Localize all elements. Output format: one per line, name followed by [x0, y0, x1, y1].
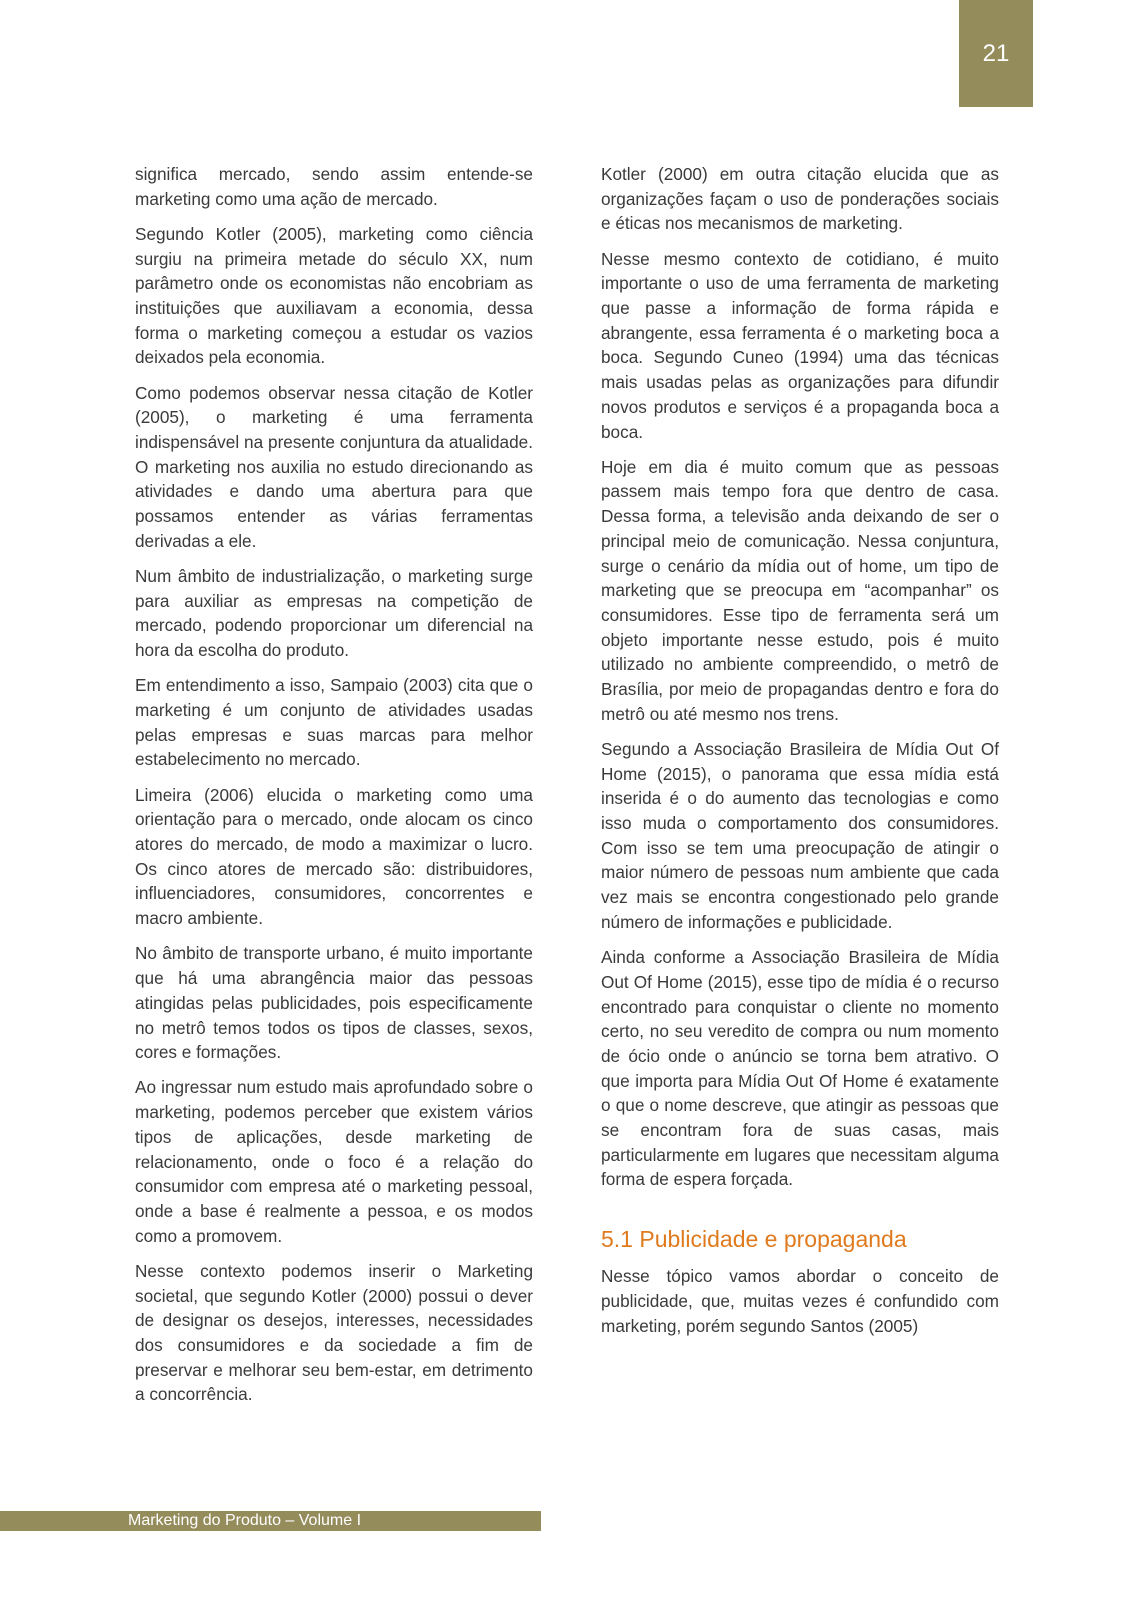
paragraph: Kotler (2000) em outra citação elucida que as organizações façam o uso de ponderações sociais e éticas nos mecanismos de marketing. [601, 164, 999, 234]
right-column [601, 162, 999, 1349]
paragraph: No âmbito de transporte urbano, é muito importante que há uma abrangência maior das pessoas atingidas pelas publicidades, pois especificamente no metrô temos todos os tipos de classes, sexos, cores e formações. [135, 943, 533, 1063]
paragraph: Nesse contexto podemos inserir o Marketing societal, que segundo Kotler (2000) possui o dever de designar os desejos, interesses, necessidades dos consumidores e da sociedade a fim de preservar e melhorar seu bem-estar, em detrimento a concorrência. [135, 1260, 533, 1405]
footer-title: Marketing do Produto – Volume I [0, 1511, 541, 1531]
paragraph: Segundo Kotler (2005), marketing como ciência surgiu na primeira metade do século XX, num parâmetro onde os economistas não encobriam as instituições que auxiliavam a economia, dessa forma o marketing começou a estudar os vazios deixados pela economia. [135, 223, 533, 368]
paragraph: Segundo a Associação Brasileira de Mídia Out Of Home (2015), o panorama que essa mídia está inserida é o do aumento das tecnologias e como isso muda o comportamento dos consumidores. Com isso se tem uma preocupação de atingir o maior número de pessoas num ambiente que cada vez mais se encontra congestionado pelo grande número de informações e publicidade. [601, 738, 999, 932]
paragraph: Hoje em dia é muito comum que as pessoas passem mais tempo fora que dentro de casa. Dessa forma, a televisão anda deixando de ser o principal meio de comunicação. Nessa conjuntura, surge o cenário da mídia out of home, um tipo de marketing que se preocupa em “acompanhar” os consumidores. Esse tipo de ferramenta será um objeto importante nesse estudo, pois é muito utilizado no ambiente compreendido, o metrô de Brasília, por meio de propagandas dentro e fora do metrô ou até mesmo nos trens. [601, 456, 999, 724]
paragraph: significa mercado, sendo assim entende-se marketing como uma ação de mercado. [135, 164, 533, 209]
left-column [135, 162, 533, 1418]
paragraph: Ao ingressar num estudo mais aprofundado sobre o marketing, podemos perceber que existem vários tipos de aplicações, desde marketing de relacionamento, onde o foco é a relação do consumidor com empresa até o marketing pessoal, onde a base é realmente a pessoa, e os modos como a promovem. [135, 1077, 533, 1246]
paragraph: Nesse mesmo contexto de cotidiano, é muito importante o uso de uma ferramenta de marketing que passe a informação de forma rápida e abrangente, essa ferramenta é o marketing boca a boca. Segundo Cuneo (1994) uma das técnicas mais usadas pelas as organizações para difundir novos produtos e serviços é a propaganda boca a boca. [601, 248, 999, 442]
paragraph: Limeira (2006) elucida o marketing como uma orientação para o mercado, onde alocam os cinco atores do mercado, de modo a maximizar o lucro. Os cinco atores de mercado são: distribuidores, influenciadores, consumidores, concorrentes e macro ambiente. [135, 784, 533, 929]
paragraph: Num âmbito de industrialização, o marketing surge para auxiliar as empresas na competição de mercado, podendo proporcionar um diferencial na hora da escolha do produto. [135, 566, 533, 661]
paragraph: Ainda conforme a Associação Brasileira de Mídia Out Of Home (2015), esse tipo de mídia é o recurso encontrado para conquistar o cliente no momento certo, no seu veredito de compra ou num momento de ócio onde o anúncio se torna bem atrativo. O que importa para Mídia Out Of Home é exatamente o que o nome descreve, que atingir as pessoas que se encontram fora de suas casas, mais particularmente em lugares que necessitam alguma forma de espera forçada. [601, 947, 999, 1190]
page-number: 21 [959, 0, 1033, 107]
paragraph: Em entendimento a isso, Sampaio (2003) cita que o marketing é um conjunto de atividades usadas pelas empresas e suas marcas para melhor estabelecimento no mercado. [135, 675, 533, 770]
section-heading: 5.1 Publicidade e propaganda [601, 1226, 907, 1253]
paragraph: Nesse tópico vamos abordar o conceito de publicidade, que, muitas vezes é confundido com marketing, porém segundo Santos (2005) [601, 1266, 999, 1336]
paragraph: Como podemos observar nessa citação de Kotler (2005), o marketing é uma ferramenta indispensável na presente conjuntura da atualidade. O marketing nos auxilia no estudo direcionando as atividades e dando uma abertura para que possamos entender as várias ferramentas derivadas a ele. [135, 382, 533, 551]
